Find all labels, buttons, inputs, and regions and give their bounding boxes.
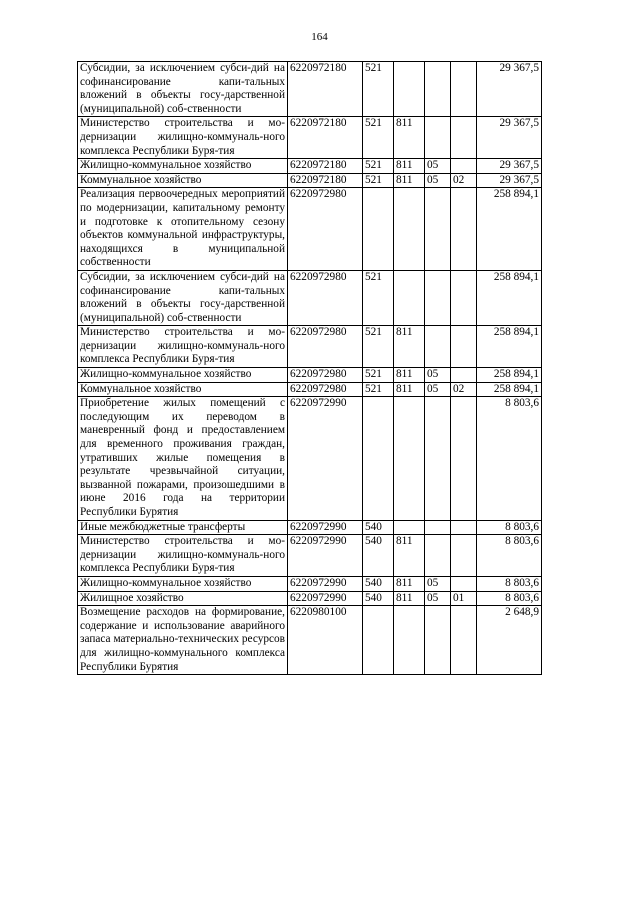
expense-type-cell bbox=[363, 397, 394, 520]
section-cell: 05 bbox=[425, 159, 451, 174]
subsection-cell bbox=[451, 270, 477, 325]
subsection-cell: 02 bbox=[451, 173, 477, 188]
ministry-code-cell: 811 bbox=[394, 382, 425, 397]
expense-name-cell: Коммунальное хозяйство bbox=[78, 173, 288, 188]
target-article-cell: 6220972180 bbox=[288, 159, 363, 174]
section-cell bbox=[425, 188, 451, 271]
section-cell bbox=[425, 520, 451, 535]
table-row bbox=[78, 188, 542, 271]
target-article-cell: 6220972990 bbox=[288, 576, 363, 591]
amount-cell: 8 803,6 bbox=[477, 397, 542, 520]
expense-type-cell: 540 bbox=[363, 576, 394, 591]
section-cell bbox=[425, 270, 451, 325]
subsection-cell bbox=[451, 576, 477, 591]
target-article-cell: 6220972990 bbox=[288, 535, 363, 577]
target-article-cell: 6220972980 bbox=[288, 270, 363, 325]
subsection-cell bbox=[451, 397, 477, 520]
section-cell: 05 bbox=[425, 382, 451, 397]
expense-name-cell: Иные межбюджетные трансферты bbox=[78, 520, 288, 535]
subsection-cell bbox=[451, 188, 477, 271]
expense-name-cell: Возмещение расходов на формирование, содержание и использование аварийного запаса материально-технических ресурсов для жилищно-коммунального комплекса Республики Бурятия bbox=[78, 606, 288, 675]
expense-type-cell bbox=[363, 606, 394, 675]
target-article-cell: 6220972180 bbox=[288, 173, 363, 188]
table-row bbox=[78, 173, 542, 188]
ministry-code-cell bbox=[394, 606, 425, 675]
table-row bbox=[78, 576, 542, 591]
target-article-cell: 6220972990 bbox=[288, 520, 363, 535]
amount-cell: 8 803,6 bbox=[477, 576, 542, 591]
amount-cell: 258 894,1 bbox=[477, 270, 542, 325]
expense-name-cell: Реализация первоочередных мероприятий по модернизации, капитальному ремонту и подготовке к отопительному сезону объектов коммунальной инфраструктуры, находящихся в муниципальной собственности bbox=[78, 188, 288, 271]
table-row bbox=[78, 520, 542, 535]
amount-cell: 8 803,6 bbox=[477, 591, 542, 606]
amount-cell: 258 894,1 bbox=[477, 368, 542, 383]
expense-name-cell: Субсидии, за исключением субси-дий на софинансирование капи-тальных вложений в объекты госу-дарственной (муниципальной) соб-ственности bbox=[78, 270, 288, 325]
subsection-cell bbox=[451, 159, 477, 174]
subsection-cell bbox=[451, 368, 477, 383]
ministry-code-cell: 811 bbox=[394, 173, 425, 188]
ministry-code-cell: 811 bbox=[394, 576, 425, 591]
expense-type-cell: 521 bbox=[363, 270, 394, 325]
ministry-code-cell bbox=[394, 188, 425, 271]
expense-type-cell: 540 bbox=[363, 520, 394, 535]
budget-table bbox=[77, 61, 542, 675]
ministry-code-cell bbox=[394, 270, 425, 325]
table-row bbox=[78, 606, 542, 675]
expense-type-cell: 540 bbox=[363, 535, 394, 577]
table-row bbox=[78, 62, 542, 117]
target-article-cell: 6220972980 bbox=[288, 382, 363, 397]
section-cell bbox=[425, 535, 451, 577]
expense-name-cell: Жилищно-коммунальное хозяйство bbox=[78, 576, 288, 591]
expense-name-cell: Коммунальное хозяйство bbox=[78, 382, 288, 397]
ministry-code-cell: 811 bbox=[394, 368, 425, 383]
subsection-cell bbox=[451, 535, 477, 577]
subsection-cell bbox=[451, 62, 477, 117]
amount-cell: 2 648,9 bbox=[477, 606, 542, 675]
amount-cell: 29 367,5 bbox=[477, 62, 542, 117]
expense-type-cell: 540 bbox=[363, 591, 394, 606]
ministry-code-cell bbox=[394, 397, 425, 520]
section-cell: 05 bbox=[425, 591, 451, 606]
budget-table-body bbox=[78, 62, 542, 675]
section-cell bbox=[425, 397, 451, 520]
ministry-code-cell: 811 bbox=[394, 535, 425, 577]
section-cell bbox=[425, 62, 451, 117]
expense-name-cell: Министерство строительства и мо-дернизации жилищно-коммуналь-ного комплекса Республики Буря-тия bbox=[78, 326, 288, 368]
subsection-cell: 02 bbox=[451, 382, 477, 397]
subsection-cell bbox=[451, 520, 477, 535]
target-article-cell: 6220972180 bbox=[288, 117, 363, 159]
expense-type-cell: 521 bbox=[363, 326, 394, 368]
amount-cell: 258 894,1 bbox=[477, 326, 542, 368]
expense-name-cell: Министерство строительства и мо-дернизации жилищно-коммуналь-ного комплекса Республики Буря-тия bbox=[78, 535, 288, 577]
expense-name-cell: Жилищно-коммунальное хозяйство bbox=[78, 368, 288, 383]
section-cell bbox=[425, 326, 451, 368]
amount-cell: 29 367,5 bbox=[477, 173, 542, 188]
table-row bbox=[78, 368, 542, 383]
ministry-code-cell: 811 bbox=[394, 326, 425, 368]
ministry-code-cell bbox=[394, 62, 425, 117]
amount-cell: 8 803,6 bbox=[477, 535, 542, 577]
expense-type-cell: 521 bbox=[363, 368, 394, 383]
expense-type-cell bbox=[363, 188, 394, 271]
amount-cell: 29 367,5 bbox=[477, 159, 542, 174]
section-cell: 05 bbox=[425, 173, 451, 188]
table-row bbox=[78, 117, 542, 159]
expense-type-cell: 521 bbox=[363, 159, 394, 174]
section-cell: 05 bbox=[425, 368, 451, 383]
expense-name-cell: Приобретение жилых помещений с последующим их переводом в маневренный фонд и предоставлением для временного проживания граждан, утративших жилые помещения в результате чрезвычайной ситуации, вызванной пожарами, произошедшими в июне 2016 года на территории Республики Бурятия bbox=[78, 397, 288, 520]
expense-name-cell: Жилищно-коммунальное хозяйство bbox=[78, 159, 288, 174]
expense-type-cell: 521 bbox=[363, 62, 394, 117]
section-cell bbox=[425, 606, 451, 675]
target-article-cell: 6220972980 bbox=[288, 368, 363, 383]
target-article-cell: 6220972980 bbox=[288, 188, 363, 271]
target-article-cell: 6220972990 bbox=[288, 591, 363, 606]
target-article-cell: 6220980100 bbox=[288, 606, 363, 675]
table-row bbox=[78, 591, 542, 606]
subsection-cell bbox=[451, 606, 477, 675]
section-cell bbox=[425, 117, 451, 159]
amount-cell: 29 367,5 bbox=[477, 117, 542, 159]
ministry-code-cell bbox=[394, 520, 425, 535]
target-article-cell: 6220972180 bbox=[288, 62, 363, 117]
subsection-cell: 01 bbox=[451, 591, 477, 606]
ministry-code-cell: 811 bbox=[394, 159, 425, 174]
table-row bbox=[78, 159, 542, 174]
amount-cell: 8 803,6 bbox=[477, 520, 542, 535]
section-cell: 05 bbox=[425, 576, 451, 591]
expense-type-cell: 521 bbox=[363, 173, 394, 188]
ministry-code-cell: 811 bbox=[394, 117, 425, 159]
expense-type-cell: 521 bbox=[363, 117, 394, 159]
expense-type-cell: 521 bbox=[363, 382, 394, 397]
amount-cell: 258 894,1 bbox=[477, 382, 542, 397]
table-row bbox=[78, 535, 542, 577]
page-number: 164 bbox=[311, 31, 328, 43]
target-article-cell: 6220972980 bbox=[288, 326, 363, 368]
ministry-code-cell: 811 bbox=[394, 591, 425, 606]
expense-name-cell: Субсидии, за исключением субси-дий на софинансирование капи-тальных вложений в объекты госу-дарственной (муниципальной) соб-ственности bbox=[78, 62, 288, 117]
table-row bbox=[78, 270, 542, 325]
table-row bbox=[78, 397, 542, 520]
table-row bbox=[78, 326, 542, 368]
subsection-cell bbox=[451, 326, 477, 368]
expense-name-cell: Министерство строительства и мо-дернизации жилищно-коммуналь-ного комплекса Республики Буря-тия bbox=[78, 117, 288, 159]
table-row bbox=[78, 382, 542, 397]
expense-name-cell: Жилищное хозяйство bbox=[78, 591, 288, 606]
amount-cell: 258 894,1 bbox=[477, 188, 542, 271]
target-article-cell: 6220972990 bbox=[288, 397, 363, 520]
subsection-cell bbox=[451, 117, 477, 159]
